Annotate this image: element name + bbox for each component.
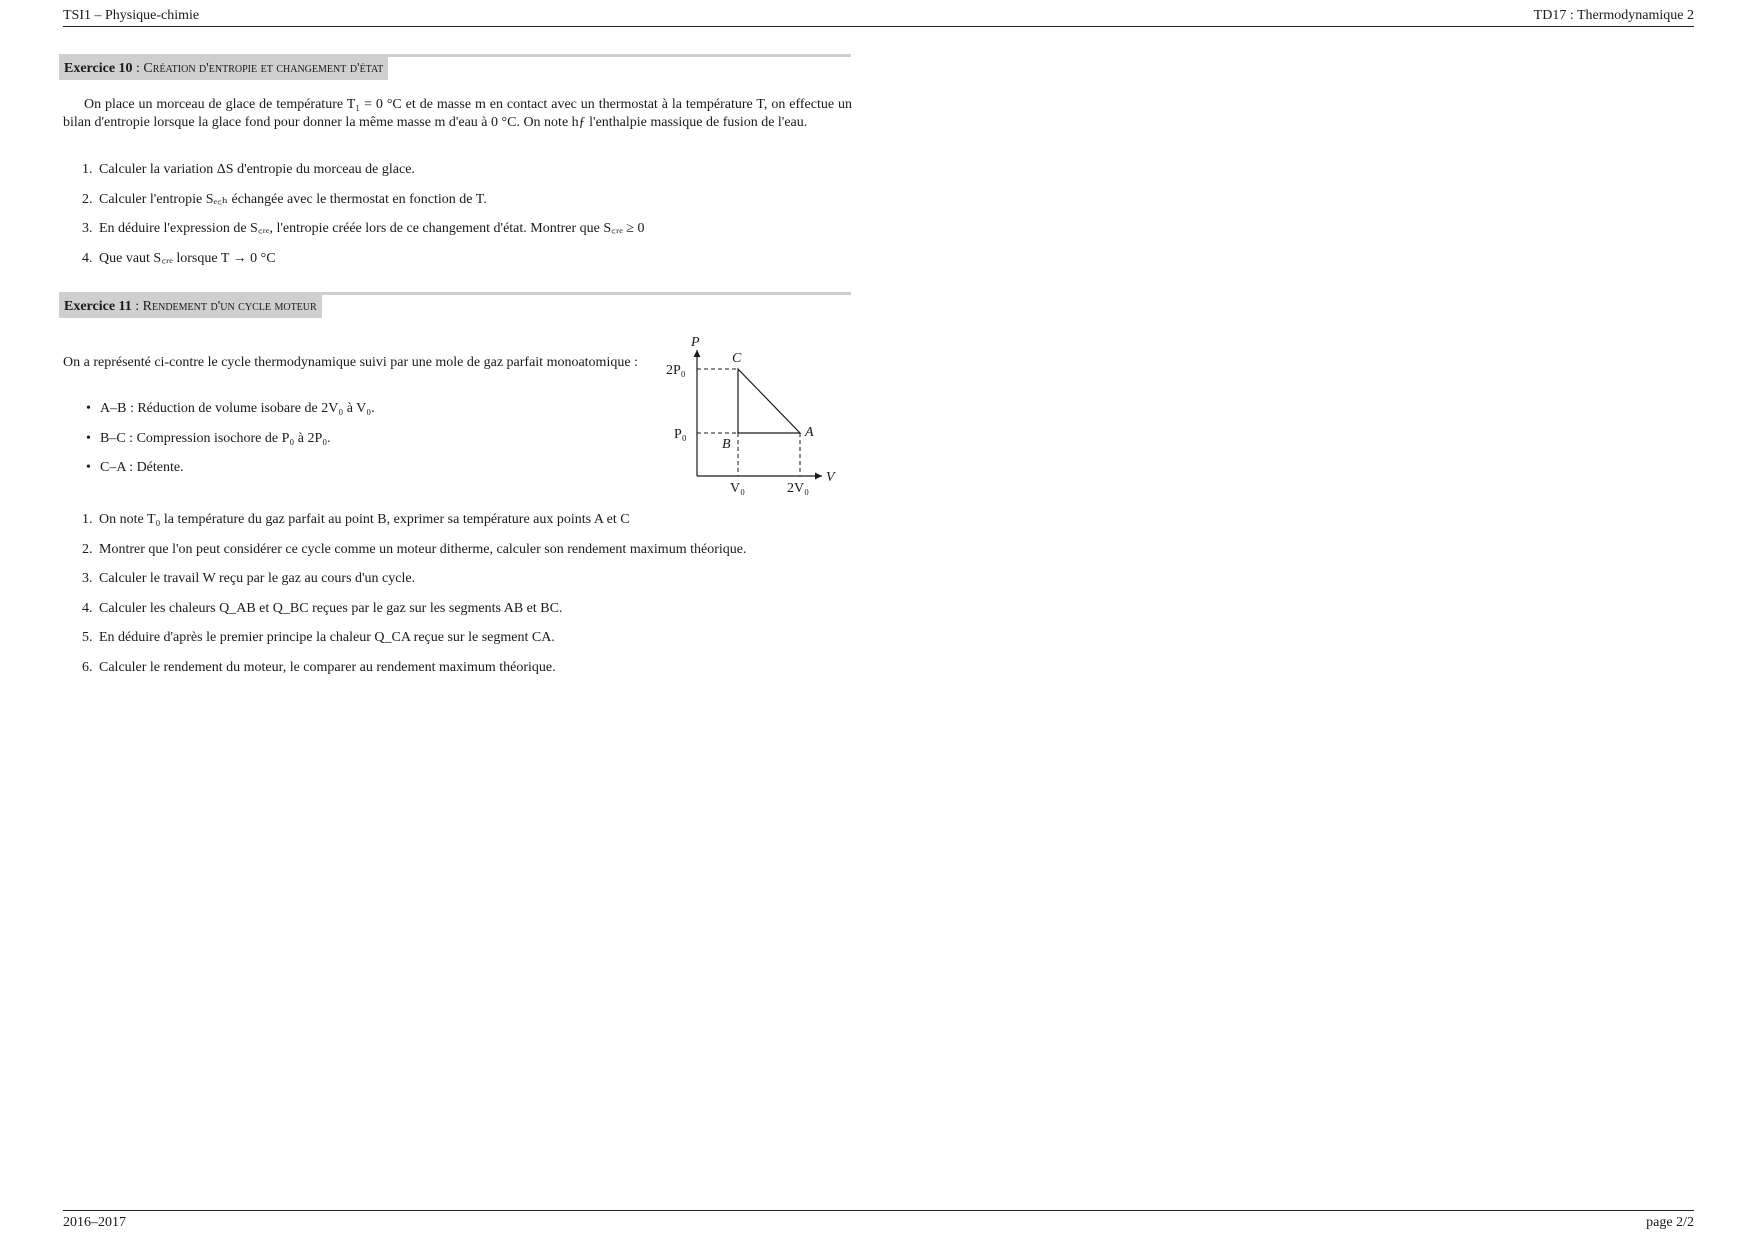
header-td-title: TD17 : Thermodynamique 2 — [1533, 8, 1694, 23]
exercise-10-question-1: 1. Calculer la variation ΔS d'entropie du morceau de glace. — [82, 162, 415, 177]
pv-cycle-diagram — [660, 330, 860, 505]
point-label-c: C — [732, 351, 742, 366]
exercise-10-number: Exercice 10 — [64, 61, 133, 76]
exercise-11-question-3: 3. Calculer le travail W reçu par le gaz au cours d'un cycle. — [82, 571, 416, 586]
page-footer — [63, 1210, 1694, 1233]
exercise-11-step-ca: • C–A : Détente. — [86, 460, 184, 475]
exercise-10-question-2: 2. Calculer l'entropie Sₑ꜀ₕ échangée avec le thermostat en fonction de T. — [82, 192, 487, 207]
exercise-10-title: : Création d'entropie et changement d'état — [132, 61, 384, 76]
axis-label-p: P — [691, 335, 700, 350]
axis-label-v: V — [826, 470, 835, 485]
thermodynamic-cycle — [738, 369, 800, 433]
exercise-11-question-1: 1. On note T₀ la température du gaz parfait au point B, exprimer sa température aux points A et C — [82, 512, 630, 527]
exercise-11-intro: On a représenté ci-contre le cycle thermodynamique suivi par une mole de gaz parfait monoatomique : — [63, 355, 638, 370]
footer-year: 2016–2017 — [63, 1215, 126, 1230]
point-label-a: A — [805, 425, 814, 440]
exercise-11-question-6: 6. Calculer le rendement du moteur, le comparer au rendement maximum théorique. — [82, 660, 556, 675]
footer-page-number: page 2/2 — [1646, 1215, 1694, 1230]
exercise-10-intro: On place un morceau de glace de température T₁ = 0 °C et de masse m en contact avec un thermostat à la température T, on effectue un bilan d'entropie lorsque la glace fond pour donner la même masse m d'eau à 0 °C. On note hƒ l'enthalpie massique de fusion de l'eau. — [63, 97, 852, 130]
exercise-11-question-5: 5. En déduire d'après le premier principe la chaleur Q_CA reçue sur le segment CA. — [82, 630, 555, 645]
exercise-11-step-ab: • A–B : Réduction de volume isobare de 2V₀ à V₀. — [86, 401, 375, 416]
exercise-11-question-4: 4. Calculer les chaleurs Q_AB et Q_BC reçues par le gaz sur les segments AB et BC. — [82, 601, 563, 616]
exercise-11-number: Exercice 11 — [64, 299, 132, 314]
exercise-10-question-3: 3. En déduire l'expression de S꜀ᵣₑ, l'entropie créée lors de ce changement d'état. Montrer que S꜀ᵣₑ ≥ 0 — [82, 221, 645, 236]
tick-label-2p0: 2P₀ — [666, 363, 686, 378]
tick-label-v0: V₀ — [730, 481, 745, 496]
tick-label-p0: P₀ — [674, 427, 687, 442]
tick-label-2v0: 2V₀ — [787, 481, 809, 496]
page-header — [63, 6, 1694, 27]
exercise-11-heading — [59, 292, 851, 318]
point-label-b: B — [722, 437, 731, 452]
exercise-11-step-bc: • B–C : Compression isochore de P₀ à 2P₀. — [86, 431, 331, 446]
exercise-11-title: : Rendement d'un cycle moteur — [131, 299, 317, 314]
header-course: TSI1 – Physique-chimie — [63, 8, 200, 23]
exercise-11-question-2: 2. Montrer que l'on peut considérer ce cycle comme un moteur ditherme, calculer son rendement maximum théorique. — [82, 542, 747, 557]
exercise-10-question-4: 4. Que vaut S꜀ᵣₑ lorsque T → 0 °C — [82, 251, 276, 266]
exercise-10-heading — [59, 54, 851, 80]
